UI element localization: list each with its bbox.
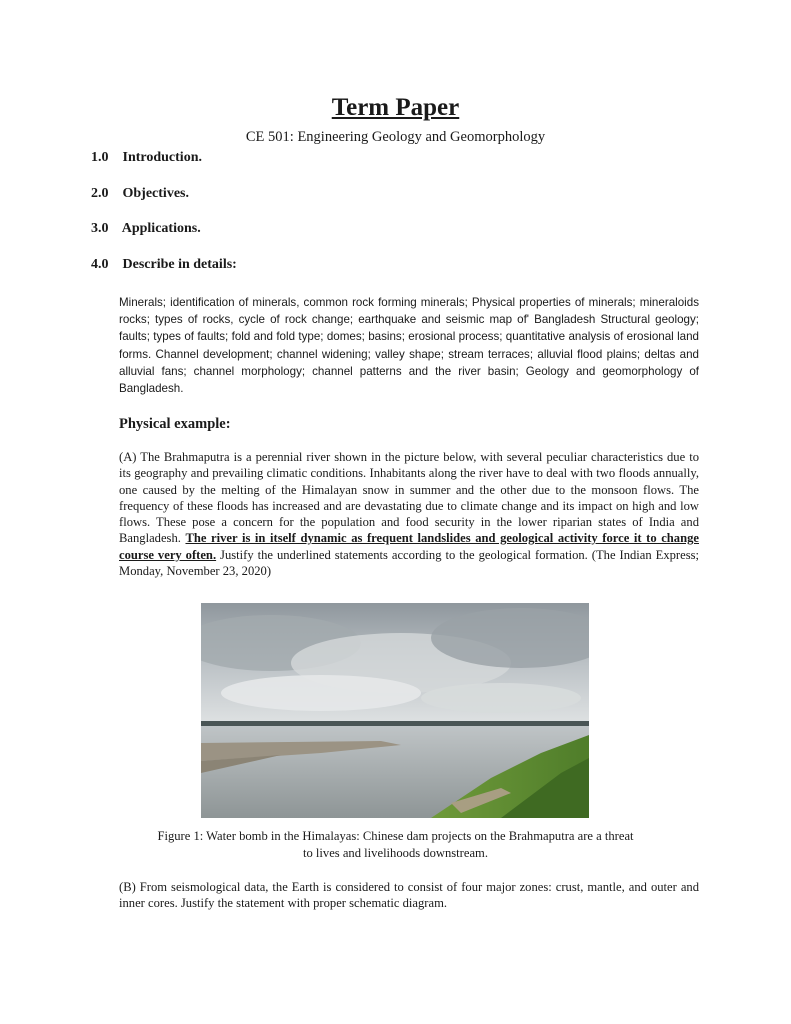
section-number: 4.0 bbox=[91, 257, 109, 272]
section-number: 2.0 bbox=[91, 186, 109, 201]
section-heading-applications bbox=[91, 221, 201, 237]
course-subtitle: CE 501: Engineering Geology and Geomorphology bbox=[245, 129, 546, 145]
topics-paragraph: Minerals; identification of minerals, common rock forming minerals; Physical properties of minerals; mineraloids rocks; types of rocks, cycle of rock change; earthquake and seismic map of' Bangladesh Structural geology; faults; types of faults; fold and fold type; domes; basins; erosional process; quantitative analysis of erosional land forms. Channel development; channel widening; valley shape; stream terraces; alluvial flood plains; deltas and alluvial fans; channel morphology; channel patterns and the river basin; Geology and geomorphology of Bangladesh. bbox=[119, 296, 699, 396]
section-number: 1.0 bbox=[91, 150, 109, 165]
physical-example-heading: Physical example: bbox=[119, 416, 231, 432]
section-heading-introduction bbox=[91, 150, 202, 166]
section-label: Applications. bbox=[121, 221, 201, 236]
section-heading-describe bbox=[91, 257, 237, 273]
figure-caption bbox=[100, 828, 691, 862]
example-a-text-end: Justify the underlined statements according to the geological formation. (The Indian Express; Monday, November 23, 2020) bbox=[119, 547, 699, 579]
figure-caption-line: to lives and livelihoods downstream. bbox=[302, 846, 489, 860]
brahmaputra-river-photo bbox=[201, 603, 589, 818]
figure-caption-line: Figure 1: Water bomb in the Himalayas: Chinese dam projects on the Brahmaputra are a threat bbox=[157, 829, 634, 843]
section-label: Describe in details: bbox=[122, 257, 237, 272]
page-title: Term Paper bbox=[331, 94, 460, 121]
example-a-underlined-statement: The river is in itself dynamic as frequent landslides and geological activity force it to change course very often. bbox=[119, 531, 699, 562]
example-a-text: (A) The Brahmaputra is a perennial river shown in the picture below, with several peculiar characteristics due to its geography and prevailing climatic conditions. Inhabitants along the river have to deal with two floods annually, one caused by the melting of the Himalayan snow in summer and the other due to the monsoon flows. The frequency of these floods has increased and are devastating due to climate change and its impact on high and low flows. These pose a concern for the population and food security in the lower riparian states of India and Bangladesh. bbox=[119, 450, 699, 546]
section-number: 3.0 bbox=[91, 221, 109, 236]
section-label: Objectives. bbox=[122, 186, 189, 201]
example-a-paragraph bbox=[119, 449, 699, 579]
section-heading-objectives bbox=[91, 186, 189, 202]
example-b-paragraph: (B) From seismological data, the Earth is considered to consist of four major zones: crust, mantle, and outer and inner cores. Justify the statement with proper schematic diagram. bbox=[119, 880, 699, 911]
section-label: Introduction. bbox=[122, 150, 202, 165]
